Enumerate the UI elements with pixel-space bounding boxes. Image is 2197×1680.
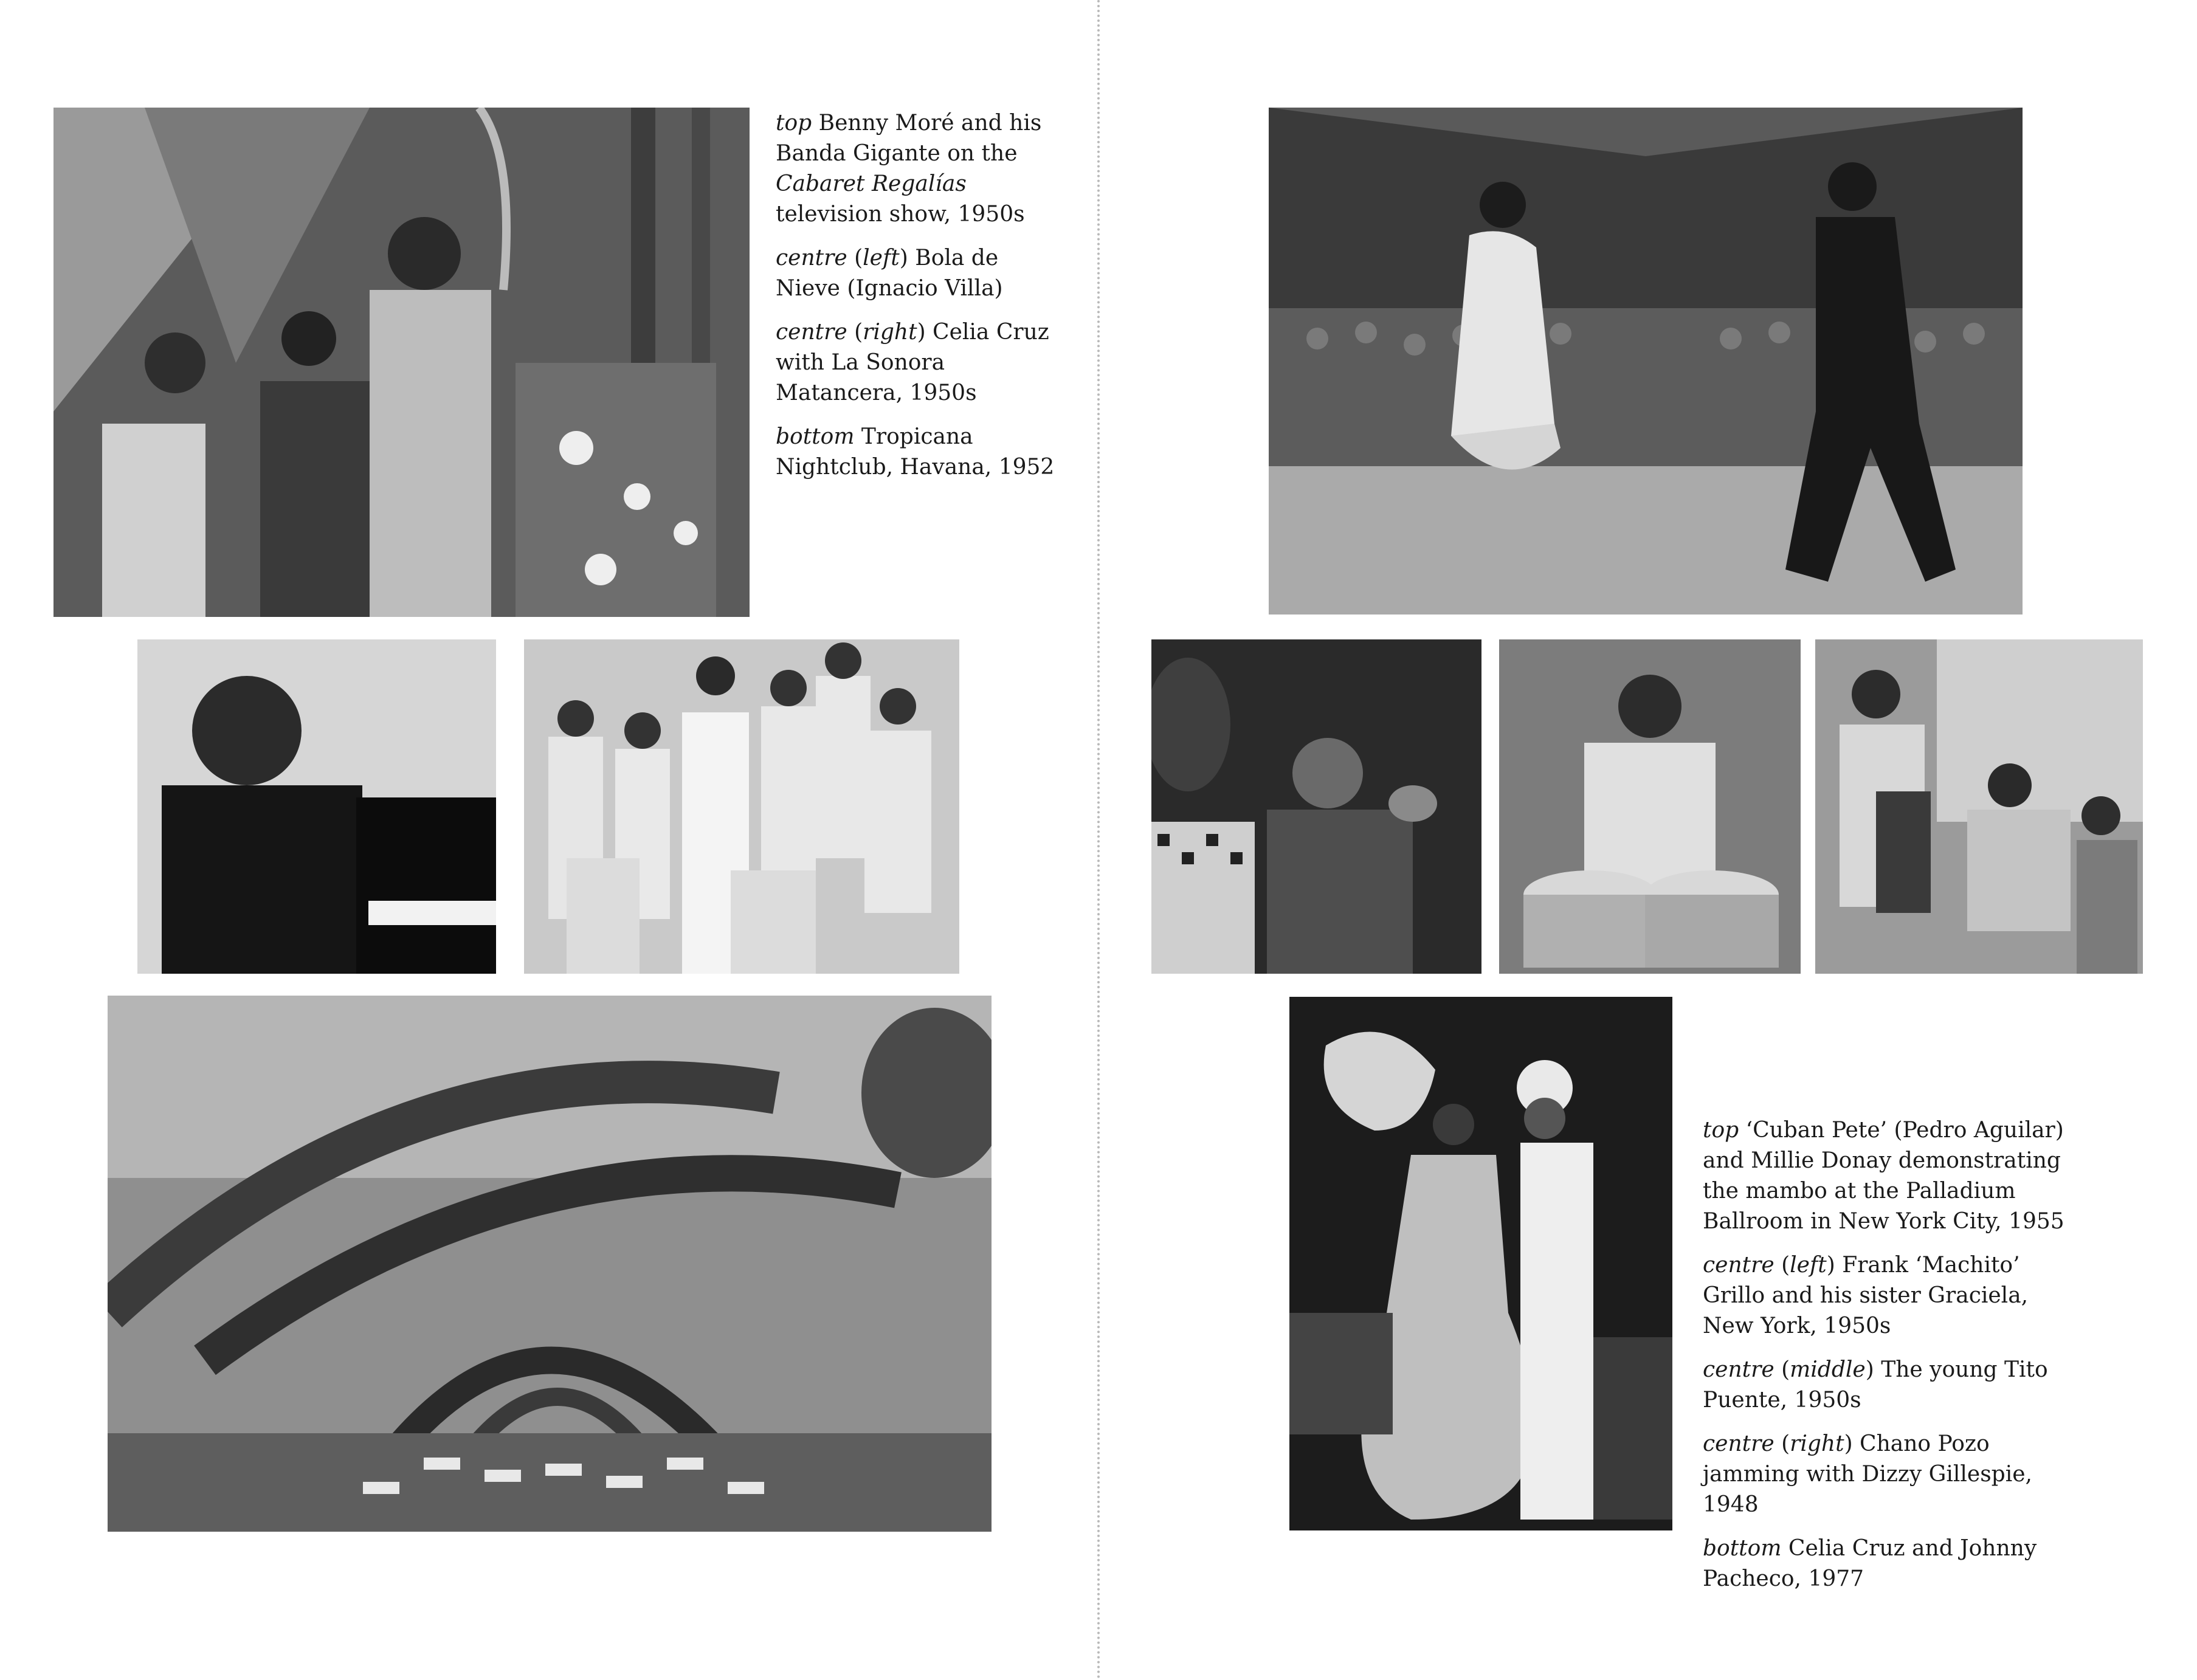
caption-italic-text: bottom	[1703, 1536, 1782, 1561]
caption-celia-pacheco	[1703, 1534, 2080, 1594]
photo-tropicana-nightclub	[108, 996, 992, 1532]
photo-tito-puente	[1499, 639, 1801, 974]
caption-chano-pozo	[1703, 1429, 2080, 1520]
caption-text: ) Bola de Nieve (Ignacio Villa)	[776, 246, 1003, 301]
caption-bola-de-nieve	[776, 243, 1067, 304]
photo-celia-cruz-johnny-pacheco	[1289, 997, 1672, 1530]
caption-italic-text: middle	[1790, 1357, 1866, 1382]
caption-text: (	[1774, 1253, 1790, 1278]
caption-italic-text: left	[1790, 1253, 1827, 1278]
caption-text: Tropicana Nightclub, Havana, 1952	[776, 424, 1055, 480]
caption-text: (	[847, 320, 863, 345]
right-caption-block	[1703, 1115, 2080, 1608]
caption-italic-text: centre	[1703, 1357, 1774, 1382]
caption-italic-text: right	[1790, 1431, 1844, 1456]
caption-text: ) Celia Cruz with La Sonora Matancera, 1950s	[776, 320, 1049, 405]
caption-text: Celia Cruz and Johnny Pacheco, 1977	[1703, 1536, 2037, 1591]
photo-chano-pozo-dizzy-gillespie	[1815, 639, 2143, 974]
caption-text: television show, 1950s	[776, 202, 1025, 227]
page-gutter	[1097, 0, 1100, 1680]
caption-cuban-pete	[1703, 1115, 2080, 1237]
caption-italic-text: Cabaret Regalías	[776, 171, 967, 196]
caption-italic-text: centre	[1703, 1253, 1774, 1278]
caption-text: ) The young Tito Puente, 1950s	[1703, 1357, 2048, 1413]
caption-italic-text: right	[863, 320, 917, 345]
caption-tito-puente	[1703, 1355, 2080, 1416]
caption-celia-cruz-sonora	[776, 317, 1067, 408]
caption-text: (	[847, 246, 863, 270]
caption-italic-text: top	[776, 111, 812, 136]
caption-machito	[1703, 1250, 2080, 1341]
left-caption-block	[776, 108, 1067, 496]
photo-cuban-pete-millie-donay	[1269, 108, 2023, 615]
caption-text: (	[1774, 1357, 1790, 1382]
photo-bola-de-nieve	[137, 639, 496, 974]
caption-benny-more	[776, 108, 1067, 230]
caption-text: ‘Cuban Pete’ (Pedro Aguilar) and Millie Donay demonstrating the mambo at the Palladium Ballroom in New York City, 1955	[1703, 1118, 2064, 1234]
caption-text: ) Frank ‘Machito’ Grillo and his sister Graciela, New York, 1950s	[1703, 1253, 2029, 1338]
caption-italic-text: centre	[1703, 1431, 1774, 1456]
caption-tropicana	[776, 422, 1067, 483]
caption-text: Benny Moré and his Banda Gigante on the	[776, 111, 1042, 166]
photo-machito-graciela	[1151, 639, 1481, 974]
caption-italic-text: centre	[776, 246, 847, 270]
photo-benny-more-band	[53, 108, 750, 617]
photo-celia-cruz-sonora-matancera	[524, 639, 959, 974]
caption-text: (	[1774, 1431, 1790, 1456]
caption-text: ) Chano Pozo jamming with Dizzy Gillespie, 1948	[1703, 1431, 2032, 1517]
caption-italic-text: bottom	[776, 424, 855, 449]
caption-italic-text: top	[1703, 1118, 1739, 1143]
caption-italic-text: centre	[776, 320, 847, 345]
caption-italic-text: left	[863, 246, 900, 270]
